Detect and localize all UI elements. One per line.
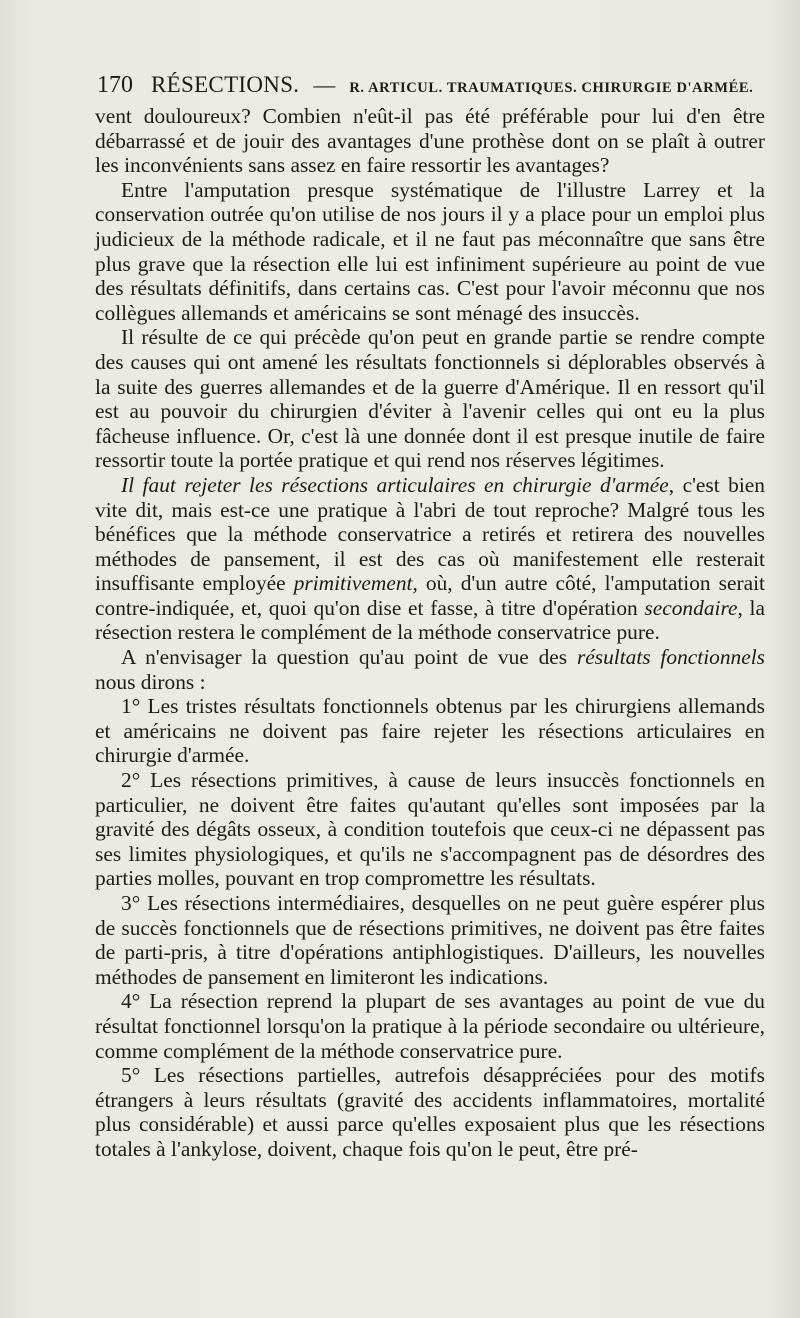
running-title: R. ARTICUL. TRAUMATIQUES. CHIRURGIE D'ARMÉE. <box>349 80 754 96</box>
paragraph: Il résulte de ce qui précède qu'on peut en grande partie se rendre compte des causes qui ont amené les résultats fonctionnels si déplorables observés à la suite des guerres allemandes et de la guerre d'Amérique. Il en ressort qu'il est au pouvoir du chirurgien d'éviter à l'avenir celles qui ont eu la plus fâcheuse influence. Or, c'est là une donnée dont il est presque inutile de faire ressortir toute la portée pratique et qui rend nos réserves légitimes. <box>95 325 765 473</box>
emphasis: Il faut rejeter les résections articulaires en chirurgie d'armée <box>121 472 669 497</box>
paragraph-text: , la résection restera le complément de la méthode conservatrice pure. <box>95 595 765 645</box>
paragraph: Entre l'amputation presque systématique de l'illustre Larrey et la conservation outrée qu'on utilise de nos jours il y a place pour un emploi plus judicieux de la méthode radicale, et il ne faut pas méconnaître que sans être plus grave que la résection elle lui est infiniment supérieure au point de vue des résultats définitifs, dans certains cas. C'est pour l'avoir méconnu que nos collègues allemands et américains se sont ménagé des insuccès. <box>95 177 765 325</box>
paragraph-text: , c'est bien vite dit, mais est-ce une pratique à l'abri de tout reproche? Malgré tous les bénéfices que la méthode conservatrice a retirés et retirera des nouvelles méthodes de pansement, il est des cas où manifestement elle resterait insuffisante employée <box>95 472 765 596</box>
emphasis: résultats fonctionnels <box>576 645 765 670</box>
page-body <box>95 104 765 1162</box>
paragraph-text: , où, d'un autre côté, l'amputation serait contre-indiquée, et, quoi qu'on dise et fasse, à titre d'opération <box>95 571 765 620</box>
paragraph: vent douloureux? Combien n'eût-il pas été préférable pour lui d'en être débarrassé et de jouir des avantages d'une prothèse dont on se plaît à outrer les inconvénients sans assez en faire ressortir les avantages? <box>95 104 765 178</box>
numbered-conclusion: 2° Les résections primitives, à cause de leurs insuccès fonctionnels en particulier, ne doivent être faites qu'autant qu'elles sont imposées par la gravité des dégâts osseux, à condition toutefois que ceux-ci ne dépassent pas ses limites physiologiques, et qu'ils ne s'accompagnent pas de désordres des parties molles, pouvant en trop compromettre les résultats. <box>95 768 765 891</box>
page-number: 170 <box>97 72 133 98</box>
paragraph <box>95 473 765 645</box>
paragraph-text: nous dirons : <box>95 669 206 694</box>
paragraph-text: A n'envisager la question qu'au point de vue des <box>121 645 577 670</box>
numbered-conclusion: 3° Les résections intermédiaires, desquelles on ne peut guère espérer plus de succès fonctionnels que de résections primitives, ne doivent pas être faites de parti-pris, à titre d'opérations antiphlogistiques. D'ailleurs, les nouvelles méthodes de pansement en limiteront les indications. <box>95 891 765 989</box>
emphasis: primitivement <box>293 571 413 596</box>
numbered-conclusion: 4° La résection reprend la plupart de ses avantages au point de vue du résultat fonctionnel lorsqu'on la pratique à la période secondaire ou ultérieure, comme complément de la méthode conservatrice pure. <box>95 989 765 1063</box>
header-dash: — <box>313 72 336 97</box>
running-header <box>97 72 777 99</box>
paragraph <box>95 645 765 694</box>
emphasis: secondaire <box>644 595 738 620</box>
section-title: RÉSECTIONS. <box>151 72 300 97</box>
numbered-conclusion: 1° Les tristes résultats fonctionnels obtenus par les chirurgiens allemands et américains ne doivent pas faire rejeter les résections articulaires en chirurgie d'armée. <box>95 694 765 768</box>
numbered-conclusion: 5° Les résections partielles, autrefois désappréciées pour des motifs étrangers à leurs résultats (gravité des accidents inflammatoires, mortalité plus considérable) et aussi parce qu'elles exposaient plus que les résections totales à l'ankylose, doivent, chaque fois qu'on le peut, être pré- <box>95 1063 765 1161</box>
